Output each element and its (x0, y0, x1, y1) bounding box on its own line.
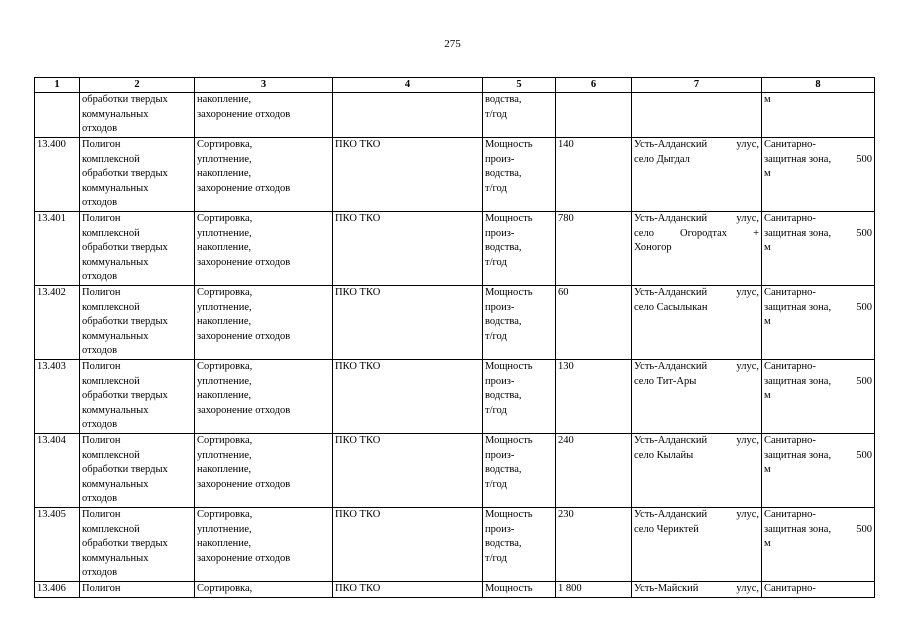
cell-justified-line (634, 138, 759, 153)
cell-num (35, 286, 80, 360)
cell-line: т/год (485, 256, 507, 268)
cell-capacity (556, 212, 632, 286)
cell-line: ПКО ТКО (335, 583, 381, 594)
cell-line: Санитарно- (764, 361, 816, 372)
cell-line: отходов (82, 567, 118, 579)
cell-line: Мощность (485, 361, 533, 372)
cell-line: захоронение отходов (197, 552, 291, 564)
cell-line: Полигон (82, 509, 121, 520)
cell-line: Санитарно- (764, 139, 816, 150)
cell-word: Огородтах (679, 227, 728, 239)
cell-line: уплотнение, (197, 375, 252, 387)
cell-type (333, 212, 483, 286)
cell-line: коммунальных (82, 256, 149, 268)
cell-num (35, 434, 80, 508)
cell-word: 500 (856, 301, 872, 313)
cell-process (195, 138, 333, 212)
cell-line: коммунальных (82, 478, 149, 490)
cell-word: защитная зона, (764, 523, 832, 535)
cell-line: 13.402 (37, 287, 66, 298)
cell-line: ПКО ТКО (335, 361, 381, 372)
cell-line: Полигон (82, 213, 121, 224)
page-number: 275 (444, 38, 461, 50)
cell-object (80, 138, 195, 212)
cell-line: отходов (82, 419, 118, 431)
cell-line: 13.400 (37, 139, 66, 150)
cell-zone (762, 434, 875, 508)
continuation-row (35, 93, 875, 138)
cell-line: захоронение отходов (197, 330, 291, 342)
cell-line: Санитарно- (764, 213, 816, 224)
cell-line: обработки твердых (82, 94, 168, 105)
cell-line: Мощность (485, 287, 533, 298)
cell-line: 13.403 (37, 361, 66, 372)
cell-line: комплексной (82, 153, 140, 165)
cell-word: защитная зона, (764, 153, 832, 165)
cell-line: село Кылайы (634, 449, 694, 461)
cell-line: захоронение отходов (197, 182, 291, 194)
cell-line: обработки твердых (82, 168, 168, 180)
table-row (35, 508, 875, 582)
cell-line: 240 (558, 435, 574, 446)
cell-line: коммунальных (82, 108, 149, 120)
cell-line: произ- (485, 301, 515, 313)
cell-line: село Чериктей (634, 523, 699, 535)
cell-word: улус, (736, 287, 759, 298)
cell-line: т/год (485, 108, 507, 120)
cell-location (632, 434, 762, 508)
header-col-7: 7 (632, 78, 762, 93)
cell-line: коммунальных (82, 182, 149, 194)
cell-zone (762, 212, 875, 286)
cell-type (333, 434, 483, 508)
cell-num (35, 93, 80, 138)
cell-line: коммунальных (82, 552, 149, 564)
table-row (35, 138, 875, 212)
cell-line: 130 (558, 361, 574, 372)
cell-line: комплексной (82, 227, 140, 239)
cell-word: Усть-Алданский (634, 139, 708, 150)
table-row (35, 434, 875, 508)
cell-line: Санитарно- (764, 509, 816, 520)
cell-location (632, 138, 762, 212)
cell-line: водства, (485, 316, 522, 328)
cell-type (333, 286, 483, 360)
cell-line: 13.406 (37, 583, 66, 594)
cell-line: отходов (82, 123, 118, 135)
cell-num (35, 212, 80, 286)
cell-zone (762, 582, 875, 598)
cell-num (35, 138, 80, 212)
cell-process (195, 582, 333, 598)
cell-line: 1 800 (558, 583, 582, 594)
cell-line: ПКО ТКО (335, 213, 381, 224)
cell-word: Усть-Алданский (634, 213, 708, 224)
cell-object (80, 212, 195, 286)
cell-line: отходов (82, 197, 118, 209)
cell-capacity (556, 434, 632, 508)
header-col-5: 5 (483, 78, 556, 93)
cell-justified-line (634, 434, 759, 449)
cell-word: Усть-Алданский (634, 509, 708, 520)
cell-justified-line (764, 375, 872, 390)
cell-line: накопление, (197, 464, 252, 476)
cell-line: обработки твердых (82, 464, 168, 476)
cell-line: Полигон (82, 287, 121, 298)
cell-line: м (764, 168, 771, 180)
cell-line: Полигон (82, 583, 121, 594)
cell-line: водства, (485, 242, 522, 254)
cell-line: отходов (82, 271, 118, 283)
cell-word: Усть-Алданский (634, 361, 708, 372)
cell-location (632, 360, 762, 434)
cell-capacity (556, 360, 632, 434)
cell-num (35, 582, 80, 598)
cell-object (80, 93, 195, 138)
cell-line: накопление, (197, 538, 252, 550)
cell-justified-line (634, 286, 759, 301)
cell-justified-line (764, 227, 872, 242)
cell-line: 230 (558, 509, 574, 520)
cell-object (80, 360, 195, 434)
cell-line: произ- (485, 449, 515, 461)
cell-process (195, 212, 333, 286)
table-row (35, 360, 875, 434)
cell-line: Мощность (485, 583, 533, 594)
cell-line: м (764, 94, 771, 105)
cell-line: комплексной (82, 523, 140, 535)
cell-line: водства, (485, 168, 522, 180)
cell-line: водства, (485, 538, 522, 550)
cell-line: Санитарно- (764, 435, 816, 446)
cell-process (195, 360, 333, 434)
cell-num (35, 360, 80, 434)
cell-zone (762, 138, 875, 212)
cell-line: водства, (485, 390, 522, 402)
cell-justified-line (634, 360, 759, 375)
cell-line: ПКО ТКО (335, 435, 381, 446)
cell-line: Санитарно- (764, 583, 816, 594)
cell-capacity (556, 138, 632, 212)
cell-line: ПКО ТКО (335, 139, 381, 150)
cell-capacity (556, 582, 632, 598)
cell-line: село Тит-Ары (634, 375, 697, 387)
cell-type (333, 93, 483, 138)
cell-line: коммунальных (82, 330, 149, 342)
header-col-2: 2 (80, 78, 195, 93)
header-col-6: 6 (556, 78, 632, 93)
cell-indicator (483, 360, 556, 434)
cell-zone (762, 93, 875, 138)
cell-object (80, 434, 195, 508)
table-row (35, 286, 875, 360)
cell-line: уплотнение, (197, 449, 252, 461)
cell-word: защитная зона, (764, 227, 832, 239)
cell-word: защитная зона, (764, 301, 832, 313)
cell-justified-line (634, 212, 759, 227)
cell-indicator (483, 212, 556, 286)
cell-word: защитная зона, (764, 449, 832, 461)
cell-word: улус, (736, 361, 759, 372)
cell-zone (762, 360, 875, 434)
cell-process (195, 93, 333, 138)
cell-line: Мощность (485, 509, 533, 520)
header-col-3: 3 (195, 78, 333, 93)
cell-word: Усть-Алданский (634, 435, 708, 446)
cell-line: произ- (485, 227, 515, 239)
cell-line: м (764, 464, 771, 476)
cell-capacity (556, 93, 632, 138)
cell-indicator (483, 508, 556, 582)
cell-line: отходов (82, 345, 118, 357)
cell-line: Мощность (485, 435, 533, 446)
cell-line: захоронение отходов (197, 108, 291, 120)
cell-location (632, 582, 762, 598)
cell-justified-line (764, 301, 872, 316)
cell-word: улус, (736, 509, 759, 520)
cell-line: 13.405 (37, 509, 66, 520)
header-col-8: 8 (762, 78, 875, 93)
cell-line: обработки твердых (82, 390, 168, 402)
table-row (35, 582, 875, 598)
cell-line: 60 (558, 287, 569, 298)
cell-line: захоронение отходов (197, 478, 291, 490)
cell-line: Санитарно- (764, 287, 816, 298)
cell-line: м (764, 390, 771, 402)
cell-word: 500 (856, 375, 872, 387)
cell-line: ПКО ТКО (335, 287, 381, 298)
cell-word: 500 (856, 153, 872, 165)
header-col-4: 4 (333, 78, 483, 93)
cell-word: Усть-Алданский (634, 287, 708, 298)
cell-indicator (483, 286, 556, 360)
header-row (35, 78, 875, 93)
cell-line: м (764, 316, 771, 328)
cell-word: село (634, 227, 654, 239)
cell-indicator (483, 582, 556, 598)
cell-line: комплексной (82, 449, 140, 461)
cell-line: т/год (485, 552, 507, 564)
cell-location (632, 286, 762, 360)
cell-line: Сортировка, (197, 213, 253, 224)
cell-word: Усть-Майский (634, 583, 699, 594)
cell-process (195, 434, 333, 508)
cell-justified-line (764, 523, 872, 538)
cell-justified-line (764, 449, 872, 464)
cell-line: уплотнение, (197, 153, 252, 165)
cell-line: накопление, (197, 94, 252, 105)
cell-word: улус, (736, 583, 759, 594)
cell-line: ПКО ТКО (335, 509, 381, 520)
cell-line: водства, (485, 464, 522, 476)
cell-line: уплотнение, (197, 301, 252, 313)
cell-line: уплотнение, (197, 523, 252, 535)
cell-word: 500 (856, 523, 872, 535)
cell-zone (762, 508, 875, 582)
cell-line: т/год (485, 182, 507, 194)
cell-line: м (764, 538, 771, 550)
cell-line: захоронение отходов (197, 404, 291, 416)
cell-justified-line (634, 227, 759, 242)
cell-line: 140 (558, 139, 574, 150)
cell-line: произ- (485, 523, 515, 535)
cell-line: Сортировка, (197, 435, 253, 446)
cell-word: улус, (736, 435, 759, 446)
cell-line: комплексной (82, 375, 140, 387)
header-col-1: 1 (35, 78, 80, 93)
cell-line: уплотнение, (197, 227, 252, 239)
cell-line: 780 (558, 213, 574, 224)
cell-line: т/год (485, 478, 507, 490)
cell-word: + (753, 227, 759, 239)
cell-word: 500 (856, 449, 872, 461)
cell-line: обработки твердых (82, 538, 168, 550)
cell-line: отходов (82, 493, 118, 505)
cell-line: 13.401 (37, 213, 66, 224)
cell-object (80, 508, 195, 582)
cell-line: Мощность (485, 213, 533, 224)
cell-line: село Дыгдал (634, 153, 690, 165)
cell-word: 500 (856, 227, 872, 239)
cell-line: 13.404 (37, 435, 66, 446)
cell-type (333, 138, 483, 212)
table-row (35, 212, 875, 286)
cell-object (80, 582, 195, 598)
facilities-table (34, 77, 875, 598)
cell-object (80, 286, 195, 360)
cell-type (333, 508, 483, 582)
cell-line: Полигон (82, 361, 121, 372)
cell-line: обработки твердых (82, 242, 168, 254)
cell-line: Сортировка, (197, 509, 253, 520)
cell-line: коммунальных (82, 404, 149, 416)
cell-indicator (483, 434, 556, 508)
cell-indicator (483, 138, 556, 212)
cell-word: защитная зона, (764, 375, 832, 387)
cell-line: Сортировка, (197, 139, 253, 150)
cell-line: Мощность (485, 139, 533, 150)
cell-line: Сортировка, (197, 361, 253, 372)
cell-justified-line (634, 582, 759, 597)
cell-zone (762, 286, 875, 360)
cell-justified-line (764, 153, 872, 168)
cell-process (195, 286, 333, 360)
cell-line: Полигон (82, 139, 121, 150)
cell-line: произ- (485, 153, 515, 165)
cell-line: накопление, (197, 316, 252, 328)
cell-line: Сортировка, (197, 287, 253, 298)
cell-line: т/год (485, 330, 507, 342)
cell-line: водства, (485, 94, 522, 105)
cell-justified-line (634, 508, 759, 523)
cell-capacity (556, 508, 632, 582)
cell-type (333, 582, 483, 598)
cell-line: накопление, (197, 168, 252, 180)
cell-word: улус, (736, 213, 759, 224)
cell-line: захоронение отходов (197, 256, 291, 268)
cell-line: комплексной (82, 301, 140, 313)
cell-indicator (483, 93, 556, 138)
cell-line: Хоногор (634, 242, 672, 254)
cell-num (35, 508, 80, 582)
cell-line: т/год (485, 404, 507, 416)
cell-line: м (764, 242, 771, 254)
cell-line: Полигон (82, 435, 121, 446)
cell-line: Сортировка, (197, 583, 253, 594)
cell-type (333, 360, 483, 434)
cell-process (195, 508, 333, 582)
cell-line: накопление, (197, 242, 252, 254)
cell-capacity (556, 286, 632, 360)
cell-line: произ- (485, 375, 515, 387)
cell-word: улус, (736, 139, 759, 150)
cell-location (632, 508, 762, 582)
cell-line: село Сасылыкан (634, 301, 708, 313)
cell-line: накопление, (197, 390, 252, 402)
cell-location (632, 93, 762, 138)
cell-line: обработки твердых (82, 316, 168, 328)
cell-location (632, 212, 762, 286)
